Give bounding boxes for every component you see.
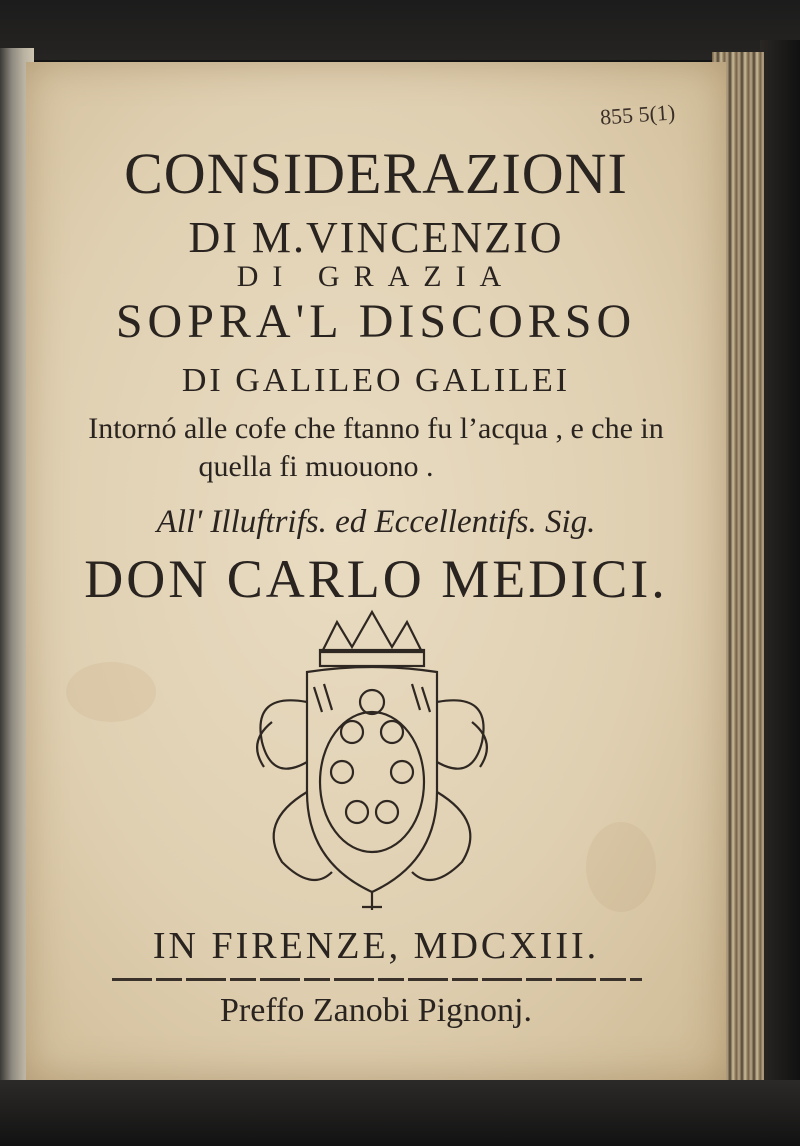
scan-background-bottom [0, 1080, 800, 1146]
shelfmark: 855 5(1) [599, 99, 676, 130]
title-page [26, 62, 726, 1080]
author-family-line: DI GRAZIA [236, 260, 516, 293]
ornamental-rule [112, 978, 642, 981]
scan-background-top [0, 0, 800, 60]
dedicatee-line: DON CARLO MEDICI. [84, 549, 668, 609]
galileo-line: DI GALILEO GALILEI [181, 362, 571, 399]
imprint-place-line: IN FIRENZE, MDCXIII. [152, 925, 600, 967]
subtitle-line-1: Intornó alle cofe che ftanno fu l’acqua , e che in [88, 412, 664, 445]
author-line: DI M.VINCENZIO [188, 213, 564, 262]
subtitle-line-2: quella fi muouono . [198, 450, 434, 483]
paper-stain [586, 822, 656, 912]
paper-stain [66, 662, 156, 722]
dedication-line: All' Illuftrifs. ed Eccellentifs. Sig. [156, 504, 596, 540]
scan-background-right [760, 40, 800, 1100]
subject-line: SOPRA'L DISCORSO [115, 295, 637, 348]
coat-of-arms-icon [202, 592, 542, 922]
title-heading: CONSIDERAZIONI [124, 141, 628, 206]
printer-line: Preffo Zanobi Pignonj. [220, 992, 532, 1029]
